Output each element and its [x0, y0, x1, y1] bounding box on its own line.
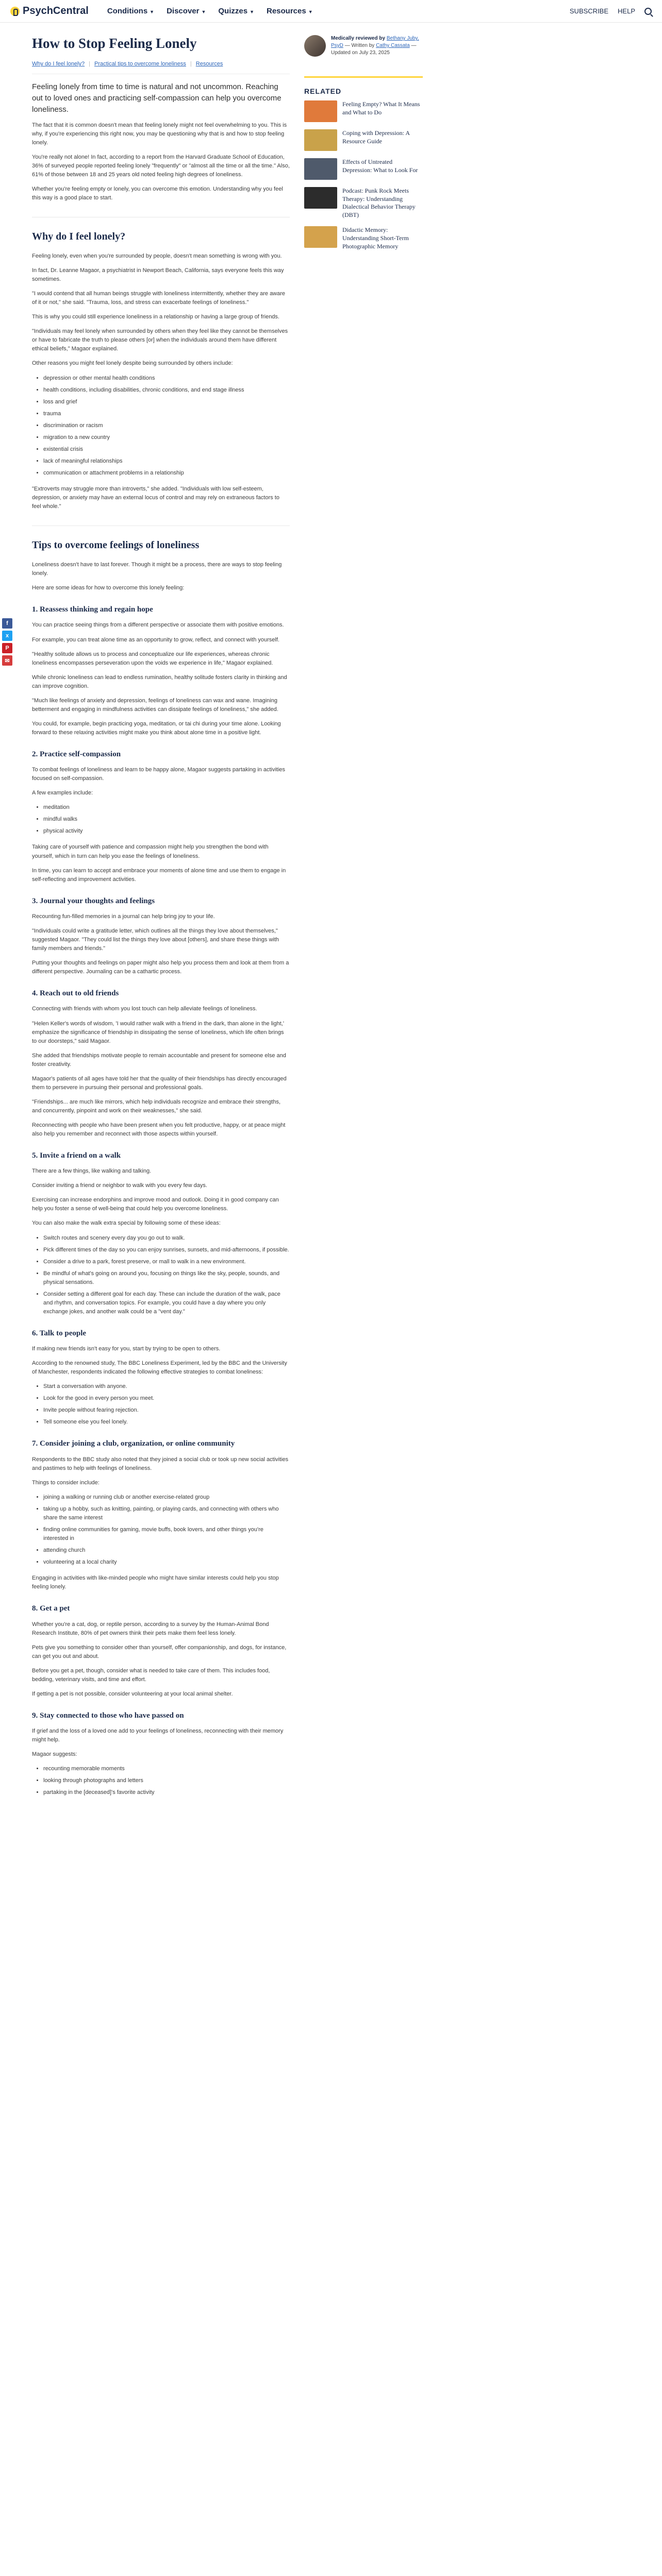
twitter-icon[interactable]: x: [2, 631, 12, 641]
list-item: • Pick different times of the day so you can enjoy sunrises, sunsets, and mid-afternoons, if possible.: [43, 1246, 290, 1255]
tip-7-body: [32, 1455, 290, 1487]
paragraph: "Helen Keller's words of wisdom, 'I would rather walk with a friend in the dark, than alone in the light,' emphasize the significance of friendship in dissipating the sense of loneliness, which life often brings to our doorsteps," said Magaor.: [32, 1020, 284, 1044]
tip-4-body: [32, 1005, 290, 1139]
paragraph: According to the renowned study, The BBC Loneliness Experiment, led by the BBC and the University of Manchester, respondents indicated the following effective strategies to combat loneliness:: [32, 1360, 287, 1376]
related-heading: RELATED: [304, 76, 423, 100]
related-title: Feeling Empty? What It Means and What to Do: [342, 100, 420, 116]
toc-link-why[interactable]: Why do I feel lonely?: [32, 61, 85, 67]
article-title: How to Stop Feeling Lonely: [32, 36, 197, 51]
list-item: • partaking in the [deceased]'s favorite activity: [43, 1788, 290, 1797]
paragraph: You can practice seeing things from a different perspective or associate them with positive emotions.: [32, 622, 284, 629]
paragraph: Consider inviting a friend or neighbor to walk with you every few days.: [32, 1182, 207, 1189]
paragraph: Taking care of yourself with patience and compassion might help you strengthen the bond with yourself, which in turn can help you ease the feelings of loneliness.: [32, 844, 269, 859]
related-title: Effects of Untreated Depression: What to Look For: [342, 158, 418, 174]
facebook-icon[interactable]: f: [2, 618, 12, 629]
list-item: • depression or other mental health conditions: [43, 374, 290, 383]
pinterest-icon[interactable]: P: [2, 643, 12, 653]
list-item: • Switch routes and scenery every day you go out to walk.: [43, 1234, 290, 1243]
paragraph: Magaor's patients of all ages have told her that the quality of their friendships has directly encouraged them to persevere in pursuing their personal and professional goals.: [32, 1075, 287, 1091]
article: [32, 35, 290, 1804]
updated-date: — Updated on July 23, 2025: [331, 43, 417, 56]
heading-tip-3: 3. Journal your thoughts and feelings: [32, 896, 155, 905]
list-item: • discrimination or racism: [43, 421, 290, 430]
paragraph: A few examples include:: [32, 790, 93, 796]
chevron-down-icon: ▼: [201, 9, 206, 14]
heading-why: Why do I feel lonely?: [32, 217, 290, 245]
related-thumbnail: [304, 158, 337, 180]
nav-item-conditions[interactable]: Conditions ▼: [107, 7, 155, 15]
paragraph: In time, you can learn to accept and embrace your moments of alone time and use them to engage in self-reflecting and improvement activities.: [32, 867, 286, 883]
subscribe-link[interactable]: SUBSCRIBE: [569, 7, 609, 15]
paragraph: Whether you're a cat, dog, or reptile person, according to a survey by the Human-Animal Bond Research Institute, 80% of pet owners think their pets make them feel less lonely.: [32, 1621, 269, 1636]
paragraph: Engaging in activities with like-minded people who might have similar interests could help you stop feeling lonely.: [32, 1575, 279, 1590]
toc-link-resources[interactable]: Resources: [195, 61, 223, 67]
paragraph: You're really not alone! In fact, according to a report from the Harvard Graduate School of Education, 36% of surveyed people reported feeling lonely "frequently" or "almost all the time or all the time." Also, 61% of those between 18 and 25 years old noted feeling high degrees of loneliness.: [32, 154, 290, 178]
list-item: • loss and grief: [43, 398, 290, 406]
list-item: • Invite people without fearing rejection.: [43, 1406, 290, 1415]
paragraph: While chronic loneliness can lead to endless rumination, healthy solitude fosters clarity in thinking and can improve cognition.: [32, 674, 287, 689]
chevron-down-icon: ▼: [250, 9, 254, 14]
search-icon[interactable]: [644, 8, 652, 15]
nav-item-resources[interactable]: Resources ▼: [267, 7, 313, 15]
tip-2-body: [32, 766, 290, 798]
heading-tip-6: 6. Talk to people: [32, 1329, 87, 1337]
site-header: [0, 0, 662, 23]
heading-tip-2: 2. Practice self-compassion: [32, 750, 121, 758]
related-thumbnail: [304, 129, 337, 151]
review-byline: [304, 35, 423, 66]
related-title: Coping with Depression: A Resource Guide: [342, 129, 410, 145]
paragraph: "I would contend that all human beings struggle with loneliness intermittently, whether they are aware of it or not," she said. "Trauma, loss, and stress can exacerbate feelings of loneliness.": [32, 291, 286, 306]
list-item: • migration to a new country: [43, 433, 290, 442]
list-item: • physical activity: [43, 827, 290, 836]
tip-6-list: [43, 1382, 290, 1427]
paragraph: Connecting with friends with whom you lost touch can help alleviate feelings of loneliness.: [32, 1006, 257, 1012]
paragraph: Things to consider include:: [32, 1479, 100, 1486]
article-lede: Feeling lonely from time to time is natural and not uncommon. Reaching out to loved ones and practicing self-compassion can help you overcome loneliness.: [32, 82, 282, 114]
related-thumbnail: [304, 100, 337, 122]
heading-tip-9: 9. Stay connected to those who have passed on: [32, 1711, 184, 1720]
written-by-label: — Written by: [344, 43, 375, 48]
related-item[interactable]: [304, 158, 423, 180]
list-item: • joining a walking or running club or another exercise-related group: [43, 1493, 290, 1502]
nav-item-quizzes[interactable]: Quizzes ▼: [218, 7, 254, 15]
related-thumbnail: [304, 226, 337, 248]
paragraph: Before you get a pet, though, consider what is needed to take care of them. This includes food, bedding, veterinary visits, and time and effort.: [32, 1667, 270, 1683]
table-of-contents: Why do I feel lonely? | Practical tips to overcome loneliness | Resources: [32, 57, 290, 74]
paragraph: "Individuals may feel lonely when surrounded by others when they feel like they cannot be themselves or have to fabricate the truth to please others [or] when the individuals around them have different ethical beliefs," Magaor explained.: [32, 328, 288, 352]
sidebar: [304, 35, 423, 258]
paragraph: Here are some ideas for how to overcome this lonely feeling:: [32, 585, 185, 591]
reviewed-label: Medically reviewed by: [331, 36, 386, 41]
paragraph: If making new friends isn't easy for you, start by trying to be open to others.: [32, 1346, 221, 1352]
tip-5-body: [32, 1167, 290, 1228]
tips-intro: [32, 561, 290, 592]
list-item: • existential crisis: [43, 445, 290, 454]
logo-mark-icon: [10, 7, 20, 16]
list-item: • mindful walks: [43, 815, 290, 824]
list-item: • meditation: [43, 803, 290, 812]
list-item: • taking up a hobby, such as knitting, painting, or playing cards, and connecting with others who share the same interest: [43, 1505, 290, 1522]
tip-3-body: [32, 912, 290, 976]
tip-9-list: [43, 1765, 290, 1797]
list-item: • Consider setting a different goal for each day. These can include the duration of the walk, pace and rhythm, and conversation topics. For example, you could have a day where you only exchange jokes, and another walk could be a "vent day.": [43, 1290, 290, 1316]
paragraph: Putting your thoughts and feelings on paper might also help you process them and look at them from a different perspective. Journaling can be a cathartic process.: [32, 960, 289, 975]
list-item: • trauma: [43, 410, 290, 418]
list-item: • Look for the good in every person you meet.: [43, 1394, 290, 1403]
toc-link-tips[interactable]: Practical tips to overcome loneliness: [94, 61, 186, 67]
why-reasons-list: [43, 374, 290, 478]
heading-tip-4: 4. Reach out to old friends: [32, 989, 119, 998]
email-icon[interactable]: ✉: [2, 655, 12, 666]
related-list: [304, 100, 423, 250]
related-item[interactable]: [304, 100, 423, 122]
author-link[interactable]: Cathy Cassata: [376, 43, 410, 48]
paragraph: For example, you can treat alone time as an opportunity to grow, reflect, and connect with yourself.: [32, 636, 279, 643]
list-item: • recounting memorable moments: [43, 1765, 290, 1773]
tip-1-body: [32, 621, 290, 737]
paragraph: The fact that it is common doesn't mean that feeling lonely might not feel overwhelming to you. This is why, if you're experiencing this right now, you may be questioning why that is and how to stop feeling lonely.: [32, 122, 287, 146]
paragraph: This is why you could still experience loneliness in a relationship or having a large group of friends.: [32, 314, 279, 320]
site-logo[interactable]: [10, 5, 89, 17]
help-link[interactable]: HELP: [618, 7, 635, 15]
paragraph: You could, for example, begin practicing yoga, meditation, or tai chi during your time alone. Looking forward to these relaxing activities might make you think about alone time in a positive light.: [32, 720, 281, 736]
paragraph: She added that friendships motivate people to remain accountable and present for someone else and foster creativity.: [32, 1052, 286, 1067]
tip-8-body: [32, 1620, 290, 1699]
main-nav: [107, 7, 313, 15]
tip-5-list: [43, 1234, 290, 1316]
paragraph: There are a few things, like walking and talking.: [32, 1168, 152, 1175]
tip-2-after: [32, 843, 290, 884]
paragraph: "Healthy solitude allows us to process and conceptualize our life experiences, whereas chronic loneliness encompasses perseveration upon the voids we experience in life," Magaor explained.: [32, 651, 273, 666]
heading-tips: Tips to overcome feelings of loneliness: [32, 526, 290, 553]
paragraph: You can also make the walk extra special by following some of these ideas:: [32, 1220, 221, 1227]
why-section: [32, 252, 290, 368]
list-item: • looking through photographs and letters: [43, 1776, 290, 1785]
related-item[interactable]: [304, 187, 423, 219]
paragraph: To combat feelings of loneliness and learn to be happy alone, Magaor suggests partaking in activities focused on self-compassion.: [32, 767, 286, 782]
related-item[interactable]: [304, 226, 423, 250]
related-thumbnail: [304, 187, 337, 209]
paragraph: Exercising can increase endorphins and improve mood and outlook. Doing it in good company can help you foster a sense of well-being that could help you overcome loneliness.: [32, 1197, 279, 1212]
tip-7-list: [43, 1493, 290, 1567]
related-title: Podcast: Punk Rock Meets Therapy: Understanding Dialectical Behavior Therapy (DBT): [342, 187, 416, 218]
paragraph: Reconnecting with people who have been present when you felt productive, happy, or at peace might also help you remember and reconnect with those aspects within yourself.: [32, 1122, 286, 1137]
paragraph: Pets give you something to consider other than yourself, offer companionship, and dogs, for instance, can get you out and about.: [32, 1644, 287, 1659]
list-item: • communication or attachment problems in a relationship: [43, 469, 290, 478]
list-item: • Start a conversation with anyone.: [43, 1382, 290, 1391]
paragraph: "Extroverts may struggle more than introverts," she added. "Individuals with low self-esteem, depression, or anxiety may have an external locus of control and may rely on extraneous factors to feel whole.": [32, 485, 279, 510]
tip-2-list: [43, 803, 290, 836]
list-item: • Consider a drive to a park, forest preserve, or mall to walk in a new environment.: [43, 1258, 290, 1266]
list-item: • health conditions, including disabilities, chronic conditions, and end stage illness: [43, 386, 290, 395]
paragraph: If getting a pet is not possible, consider volunteering at your local animal shelter.: [32, 1690, 233, 1697]
paragraph: If grief and the loss of a loved one add to your feelings of loneliness, reconnecting with their memory might help.: [32, 1728, 284, 1743]
heading-tip-8: 8. Get a pet: [32, 1604, 70, 1613]
brand-name: PsychCentral: [23, 5, 89, 16]
intro-section: [32, 121, 290, 202]
heading-tip-1: 1. Reassess thinking and regain hope: [32, 605, 153, 614]
paragraph: Loneliness doesn't have to last forever. Though it might be a process, there are ways to stop feeling lonely.: [32, 562, 282, 577]
paragraph: Other reasons you might feel lonely despite being surrounded by others include:: [32, 360, 233, 367]
tip-9-body: [32, 1727, 290, 1759]
paragraph: Respondents to the BBC study also noted that they joined a social club or took up new social activities and pastimes to help with feelings of loneliness.: [32, 1456, 289, 1471]
paragraph: "Much like feelings of anxiety and depression, feelings of loneliness can wax and wane. Imagining betterment and engaging in mindfulness activities can dissipate feelings of loneliness," she added.: [32, 697, 278, 713]
reviewer-avatar: [304, 35, 326, 57]
list-item: • volunteering at a local charity: [43, 1558, 290, 1567]
heading-tip-7: 7. Consider joining a club, organization, or online community: [32, 1439, 235, 1448]
related-item[interactable]: [304, 129, 423, 151]
heading-tip-5: 5. Invite a friend on a walk: [32, 1151, 121, 1160]
paragraph: Whether you're feeling empty or lonely, you can overcome this emotion. Understanding why you feel this way is a good place to start.: [32, 185, 283, 201]
paragraph: Magaor suggests:: [32, 1751, 77, 1758]
list-item: • Tell someone else you feel lonely.: [43, 1418, 290, 1427]
paragraph: "Friendships... are much like mirrors, which help individuals recognize and embrace their strengths, and concurrently, pinpoint and work on their weaknesses," she said.: [32, 1098, 281, 1114]
related-title: Didactic Memory: Understanding Short-Term Photographic Memory: [342, 226, 409, 250]
share-rail: [2, 618, 12, 666]
tip-6-body: [32, 1345, 290, 1377]
list-item: • lack of meaningful relationships: [43, 457, 290, 466]
chevron-down-icon: ▼: [308, 9, 313, 14]
nav-item-discover[interactable]: Discover ▼: [167, 7, 206, 15]
paragraph: Feeling lonely, even when you're surrounded by people, doesn't mean something is wrong with you.: [32, 253, 282, 260]
paragraph: In fact, Dr. Leanne Magaor, a psychiatrist in Newport Beach, California, says everyone feels this way sometimes.: [32, 267, 284, 283]
paragraph: Recounting fun-filled memories in a journal can help bring joy to your life.: [32, 913, 215, 920]
chevron-down-icon: ▼: [150, 9, 155, 14]
list-item: • attending church: [43, 1546, 290, 1555]
list-item: • Be mindful of what's going on around you, focusing on things like the sky, people, sounds, and physical sensations.: [43, 1269, 290, 1287]
reviewer-link[interactable]: Bethany Juby, PsyD: [331, 36, 419, 48]
paragraph: "Individuals could write a gratitude letter, which outlines all the things they love about themselves," suggested Magaor. "They could list the things they love about [others], and share these things with family members and friends.": [32, 927, 279, 952]
list-item: • finding online communities for gaming, movie buffs, book lovers, and other things you're interested in: [43, 1526, 290, 1543]
